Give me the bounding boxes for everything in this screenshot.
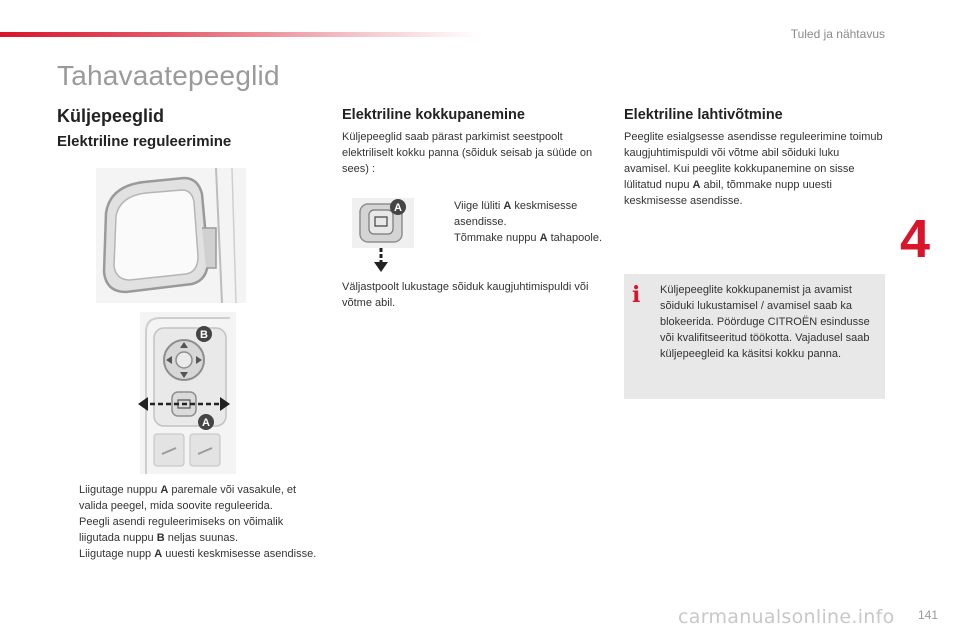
label-a: A	[202, 417, 210, 429]
chapter-number: 4	[900, 209, 931, 269]
info-icon: i	[632, 282, 641, 308]
middle-bullet-list	[432, 198, 602, 246]
subheading-electric-adjust: Elektriline reguleerimine	[57, 133, 232, 150]
watermark: carmanualsonline.info	[678, 606, 895, 628]
folding-intro: Küljepeeglid saab pärast parkimist seestpoolt elektriliselt kokku panna (sõiduk seisab ja süüde on sees) :	[342, 131, 593, 175]
list-item: Viige lüliti A keskmisesse asendisse.	[454, 200, 578, 228]
control-panel-illustration	[140, 312, 236, 474]
mirror-illustration	[96, 168, 246, 303]
list-item: Liigutage nuppu A paremale või vasakule, et valida peegel, mida soovite reguleerida.	[79, 484, 297, 512]
list-item: Liigutage nupp A uuesti keskmisesse asendisse.	[79, 548, 317, 560]
label-a-middle: A	[394, 202, 402, 214]
header-accent-bar	[0, 32, 480, 37]
heading-side-mirrors: Küljepeeglid	[57, 106, 165, 126]
list-item: Tõmmake nuppu A tahapoole.	[454, 232, 602, 244]
folding-outro: Väljastpoolt lukustage sõiduk kaugjuhtimispuldi või võtme abil.	[342, 281, 589, 309]
double-arrow-icon	[138, 394, 230, 414]
heading-electric-unfolding: Elektriline lahtivõtmine	[624, 107, 783, 123]
info-text: Küljepeeglite kokkupanemist ja avamist sõiduki lukustamisel / avamisel saab ka blokeerida. Pöörduge CITROËN esindusse või kvalifitseeritud töökotta. Vajadusel saab küljepeegleid ka käsitsi kokku panna.	[660, 284, 870, 360]
info-box	[624, 274, 885, 399]
label-b: B	[200, 329, 208, 341]
section-title: Tuled ja nähtavus	[790, 27, 885, 41]
left-bullet-list	[57, 482, 317, 562]
unfolding-text: Peeglite esialgsesse asendisse reguleerimine toimub kaugjuhtimispuldi või võtme abil sõiduki luku avamisel. Kui peeglite kokkupanemine on sisse lülitatud nupu A abil, tõmmake nupp uuesti keskmisesse asendisse.	[624, 131, 883, 207]
page-title: Tahavaatepeeglid	[57, 60, 280, 91]
page-number: 141	[917, 608, 938, 622]
heading-electric-folding: Elektriline kokkupanemine	[342, 107, 525, 123]
fold-button-illustration	[352, 198, 414, 274]
list-item: Peegli asendi reguleerimiseks on võimalik liigutada nuppu B neljas suunas.	[79, 516, 284, 544]
